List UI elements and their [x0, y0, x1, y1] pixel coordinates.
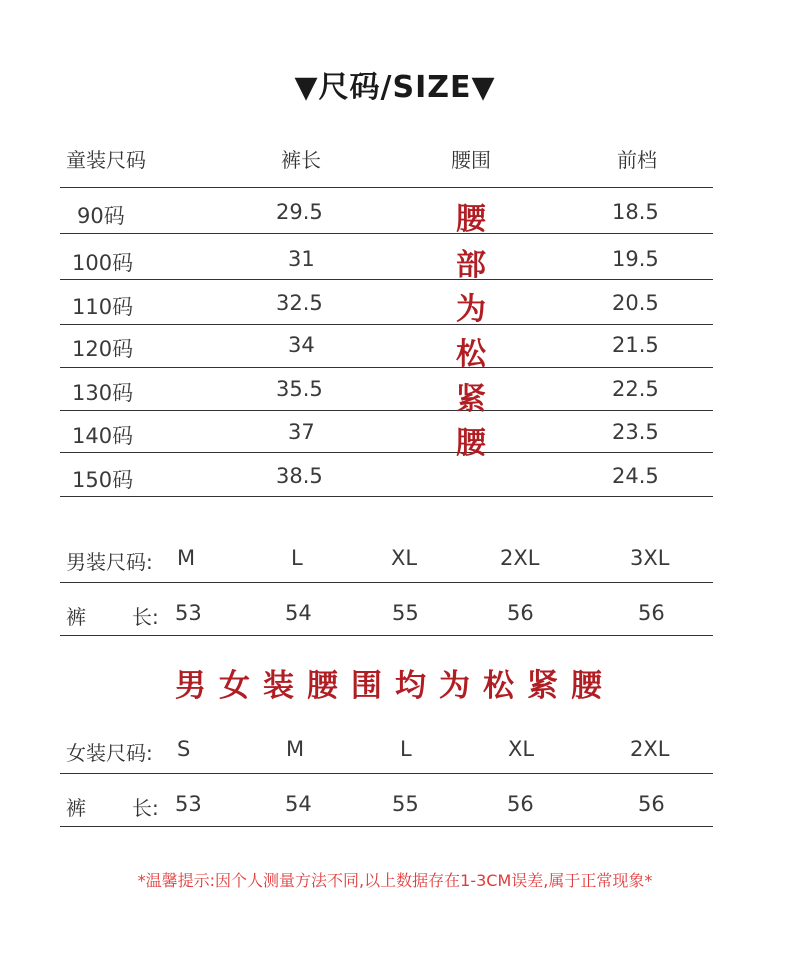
- kids-row-size: 110码: [72, 295, 134, 319]
- table-divider: [60, 452, 713, 453]
- kids-row-rise: 22.5: [612, 377, 659, 401]
- women-length: 56: [638, 792, 665, 816]
- waist-note-char: 部: [456, 248, 486, 283]
- waist-note-char: 为: [456, 292, 486, 327]
- table-divider: [60, 582, 713, 583]
- men-length: 54: [285, 601, 312, 625]
- kids-row-length: 37: [288, 420, 315, 444]
- table-divider: [60, 826, 713, 827]
- men-length-label: 长:: [132, 605, 159, 629]
- col-header-size: 童装尺码: [66, 148, 146, 172]
- kids-row-size: 150码: [72, 468, 134, 492]
- kids-row-rise: 24.5: [612, 464, 659, 488]
- kids-row-length: 35.5: [276, 377, 323, 401]
- kids-row-length: 31: [288, 247, 315, 271]
- women-size-label: 女装尺码:: [66, 741, 153, 765]
- kids-row-rise: 19.5: [612, 247, 659, 271]
- kids-row-length: 34: [288, 333, 315, 357]
- measurement-note: *温馨提示:因个人测量方法不同,以上数据存在1-3CM误差,属于正常现象*: [137, 871, 653, 890]
- men-length: 55: [392, 601, 419, 625]
- men-length: 53: [175, 601, 202, 625]
- women-size: M: [286, 737, 305, 761]
- women-size: 2XL: [630, 737, 670, 761]
- waist-note-char: 腰: [456, 202, 486, 237]
- table-divider: [60, 324, 713, 325]
- women-length: 53: [175, 792, 202, 816]
- col-header-waist: 腰围: [451, 148, 491, 172]
- women-length: 54: [285, 792, 312, 816]
- waist-banner: 男女装腰围均为松紧腰: [175, 668, 615, 704]
- table-divider: [60, 233, 713, 234]
- kids-row-rise: 20.5: [612, 291, 659, 315]
- men-size: L: [291, 546, 303, 570]
- men-size-label: 男装尺码:: [66, 550, 153, 574]
- page-title: ▼尺码/SIZE▼: [294, 70, 496, 105]
- kids-row-length: 29.5: [276, 200, 323, 224]
- women-size: L: [400, 737, 412, 761]
- waist-note-char: 松: [456, 337, 486, 372]
- waist-note-char: 紧: [456, 382, 486, 417]
- men-size: M: [177, 546, 196, 570]
- women-size: XL: [508, 737, 535, 761]
- men-length: 56: [638, 601, 665, 625]
- women-size: S: [177, 737, 191, 761]
- kids-row-size: 140码: [72, 424, 134, 448]
- women-length-label: 长:: [132, 796, 159, 820]
- kids-row-size: 90码: [77, 204, 125, 228]
- col-header-rise: 前档: [617, 148, 657, 172]
- col-header-length: 裤长: [281, 148, 321, 172]
- men-size: 3XL: [630, 546, 670, 570]
- table-divider: [60, 279, 713, 280]
- table-divider: [60, 496, 713, 497]
- men-length: 56: [507, 601, 534, 625]
- table-divider: [60, 410, 713, 411]
- waist-note-char: 腰: [456, 426, 486, 461]
- kids-row-rise: 23.5: [612, 420, 659, 444]
- kids-row-length: 32.5: [276, 291, 323, 315]
- kids-row-rise: 21.5: [612, 333, 659, 357]
- kids-row-size: 100码: [72, 251, 134, 275]
- table-divider: [60, 187, 713, 188]
- kids-row-size: 120码: [72, 337, 134, 361]
- men-size: XL: [391, 546, 418, 570]
- table-divider: [60, 367, 713, 368]
- women-length: 55: [392, 792, 419, 816]
- kids-row-size: 130码: [72, 381, 134, 405]
- men-length-label: 裤: [66, 605, 86, 629]
- men-size: 2XL: [500, 546, 540, 570]
- kids-row-length: 38.5: [276, 464, 323, 488]
- women-length-label: 裤: [66, 796, 86, 820]
- kids-row-rise: 18.5: [612, 200, 659, 224]
- table-divider: [60, 635, 713, 636]
- table-divider: [60, 773, 713, 774]
- women-length: 56: [507, 792, 534, 816]
